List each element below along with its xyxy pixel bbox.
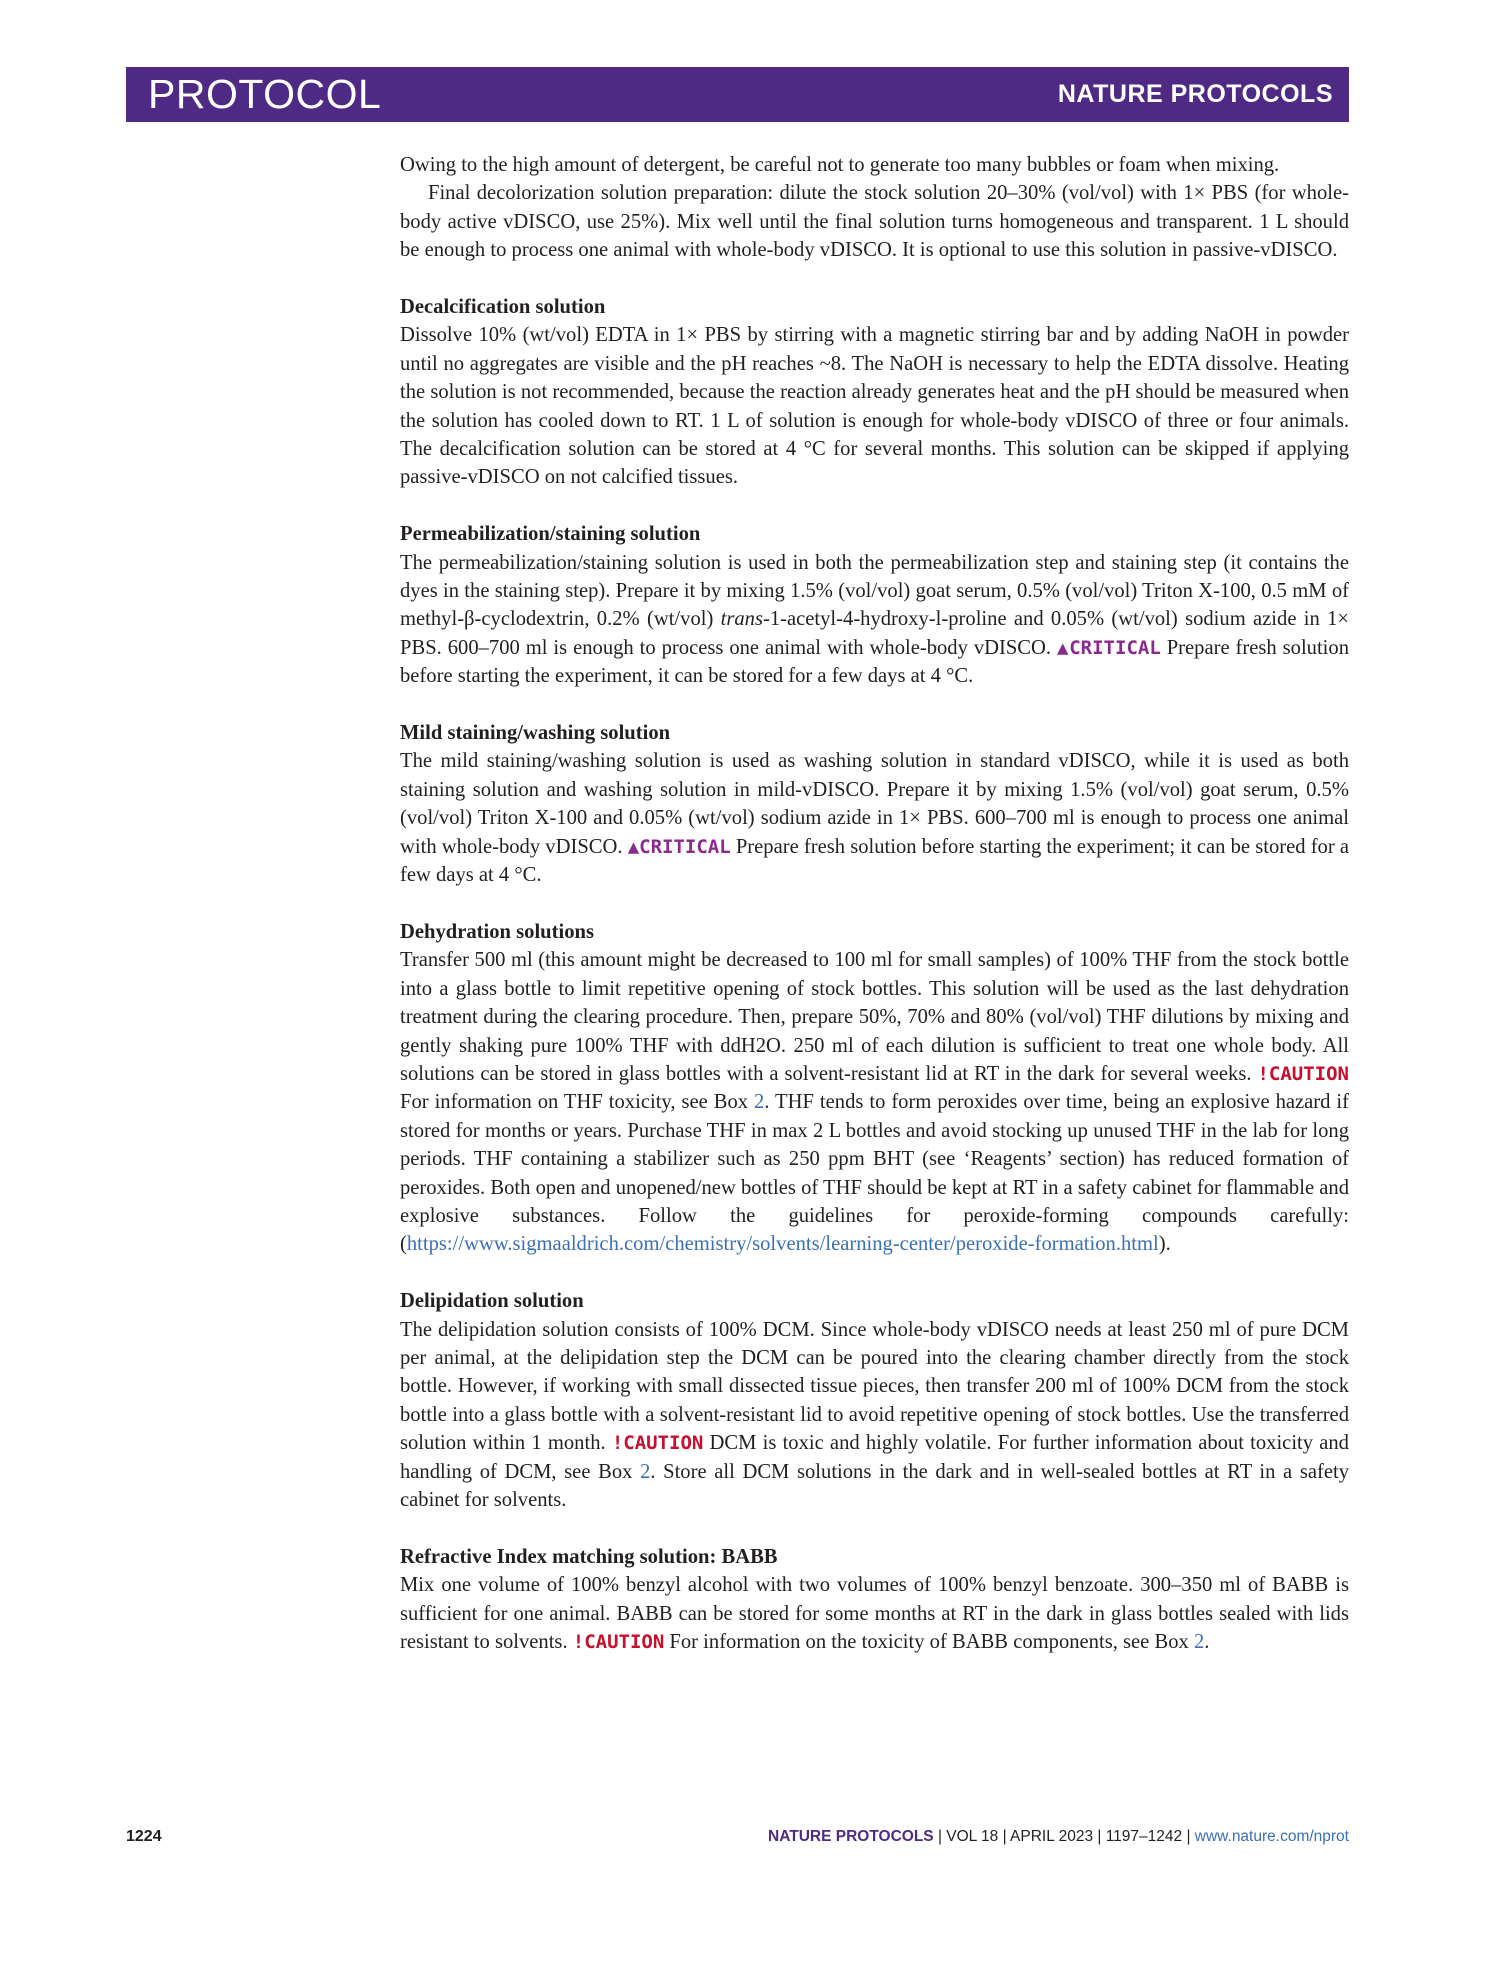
page-footer (126, 1828, 1349, 1852)
text-run: For information on the toxicity of BABB components, see Box (664, 1631, 1194, 1654)
journal-citation (768, 1828, 1349, 1846)
box-link[interactable]: 2 (754, 1091, 765, 1114)
page-number: 1224 (126, 1828, 162, 1845)
page-header (126, 67, 1349, 122)
section-title: Permeabilization/staining solution (400, 523, 701, 546)
mild-staining-section (400, 719, 1349, 889)
text-run: The mild staining/washing solution is used as washing solution in standard vDISCO, while it is used as both staining solution and washing solution in mild-vDISCO. Prepare it by mixing 1.5% (vol/vol) goat serum, 0.5% (vol/vol) Triton X-100 and 0.05% (wt/vol) sodium azide in 1× PBS. 600–700 ml is enough to process one animal with whole-body vDISCO. (400, 750, 1349, 858)
section-text (400, 747, 1349, 889)
babb-section (400, 1543, 1349, 1657)
text-run: Transfer 500 ml (this amount might be decreased to 100 ml for small samples) of 100% THF from the stock bottle into a glass bottle to limit repetitive opening of stock bottles. This solution will be used as the last dehydration treatment during the clearing procedure. Then, prepare 50%, 70% and 80% (vol/vol) THF dilutions by mixing and gently shaking pure 100% THF with ddH2O. 250 ml of each dilution is sufficient to treat one whole body. All solutions can be stored in glass bottles with a solvent-resistant lid at RT in the dark for several weeks. (400, 949, 1349, 1085)
text-run: Prepare fresh solution before starting the experiment; it can be stored for a few days at 4 °C. (400, 835, 1350, 887)
journal-label: NATURE PROTOCOLS (1057, 80, 1333, 108)
section-label: PROTOCOL (148, 71, 382, 117)
text-run: Mix one volume of 100% benzyl alcohol with two volumes of 100% benzyl benzoate. 300–350 ml of BABB is sufficient for one animal. BABB can be stored for some months at RT in the dark in glass bottles sealed with lids resistant to solvents. (400, 1574, 1349, 1654)
text-run: -1-acetyl-4-hydroxy-l-proline and 0.05% (wt/vol) sodium azide in 1× PBS. 600–700 ml is enough to process one animal with whole-body vDISCO. (400, 608, 1349, 659)
section-title: Mild staining/washing solution (400, 722, 671, 745)
text-run: The permeabilization/staining solution is used in both the permeabilization step and staining step (it contains the dyes in the staining step). Prepare it by mixing 1.5% (vol/vol) goat serum, 0.5% (vol/vol) Triton X-100, 0.5 mM of methyl-β-cyclodextrin, 0.2% (wt/vol) (400, 551, 1349, 631)
intro-paragraph-1: Owing to the high amount of detergent, be careful not to generate too many bubbles or foam when mixing. (400, 154, 1280, 176)
section-title: Refractive Index matching solution: BABB (400, 1545, 778, 1568)
section-text: Dissolve 10% (wt/vol) EDTA in 1× PBS by stirring with a magnetic stirring bar and by adding NaOH in powder until no aggregates are visible and the pH reaches ~8. The NaOH is necessary to help the EDTA dissolve. Heating the solution is not recommended, because the reaction already generates heat and the pH should be measured when the solution has cooled down to RT. 1 L of solution is enough for whole-body vDISCO of three or four animals. The decalcification solution can be stored at 4 °C for several months. This solution can be skipped if applying passive-vDISCO on not calcified tissues. (400, 324, 1349, 489)
text-run: Prepare fresh solution before starting the experiment, it can be stored for a few days at 4 °C. (400, 636, 1350, 688)
text-run: ). (1158, 1233, 1171, 1256)
intro-paragraph-2: Final decolorization solution preparation: dilute the stock solution 20–30% (vol/vol) with 1× PBS (for whole-body active vDISCO, use 25%). Mix well until the final solution turns homogeneous and transparent. 1 L should be enough to process one animal with whole-body vDISCO. It is optional to use this solution in passive-vDISCO. (400, 182, 1349, 262)
citation-details: | VOL 18 | APRIL 2023 | 1197–1242 | (933, 1828, 1195, 1845)
delipidation-section (400, 1287, 1349, 1514)
caution-label: !CAUTION (572, 1631, 665, 1654)
text-run: . (1204, 1631, 1210, 1654)
journal-name: NATURE PROTOCOLS (768, 1828, 934, 1845)
critical-label: ▲CRITICAL (1057, 636, 1161, 659)
text-run: DCM is toxic and highly volatile. For further information about toxicity and handling of DCM, see Box (400, 1432, 1349, 1483)
caution-label: !CAUTION (611, 1432, 704, 1455)
critical-label: ▲CRITICAL (627, 835, 731, 858)
journal-url[interactable]: www.nature.com/nprot (1194, 1828, 1349, 1845)
section-text (400, 1316, 1349, 1515)
box-link[interactable]: 2 (1193, 1631, 1205, 1654)
caution-label: !CAUTION (1257, 1062, 1349, 1085)
text-run: . Store all DCM solutions in the dark and in well-sealed bottles at RT in a safety cabinet for solvents. (400, 1460, 1349, 1512)
decalcification-section (400, 293, 1349, 492)
permeabilization-section (400, 520, 1349, 690)
section-title: Decalcification solution (400, 296, 606, 319)
dehydration-section (400, 918, 1349, 1259)
section-text (400, 1571, 1349, 1656)
text-run: For information on THF toxicity, see Box (400, 1091, 755, 1114)
italic-text: trans (720, 608, 763, 631)
section-text (400, 549, 1349, 691)
url-link[interactable]: https://www.sigmaaldrich.com/chemistry/solvents/learning-center/peroxide-formation.html (406, 1233, 1159, 1256)
box-link[interactable]: 2 (640, 1460, 651, 1483)
section-text (400, 946, 1349, 1258)
main-content (400, 151, 1349, 1656)
section-title: Delipidation solution (400, 1290, 584, 1313)
section-title: Dehydration solutions (400, 920, 594, 943)
text-run: The delipidation solution consists of 100% DCM. Since whole-body vDISCO needs at least 250 ml of pure DCM per animal, at the delipidation step the DCM can be poured into the clearing chamber directly from the stock bottle. However, if working with small dissected tissue pieces, then transfer 200 ml of 100% DCM from the stock bottle into a glass bottle with a solvent-resistant lid to avoid repetitive opening of stock bottles. Use the transferred solution within 1 month. (400, 1318, 1349, 1455)
text-run: . THF tends to form peroxides over time, being an explosive hazard if stored for months or years. Purchase THF in max 2 L bottles and avoid stocking up unused THF in the lab for long periods. THF containing a stabilizer such as 250 ppm BHT (see ‘Reagents’ section) has reduced formation of peroxides. Both open and unopened/new bottles of THF should be kept at RT in a safety cabinet for flammable and explosive substances. Follow the guidelines for peroxide-forming compounds carefully: ( (400, 1091, 1349, 1256)
